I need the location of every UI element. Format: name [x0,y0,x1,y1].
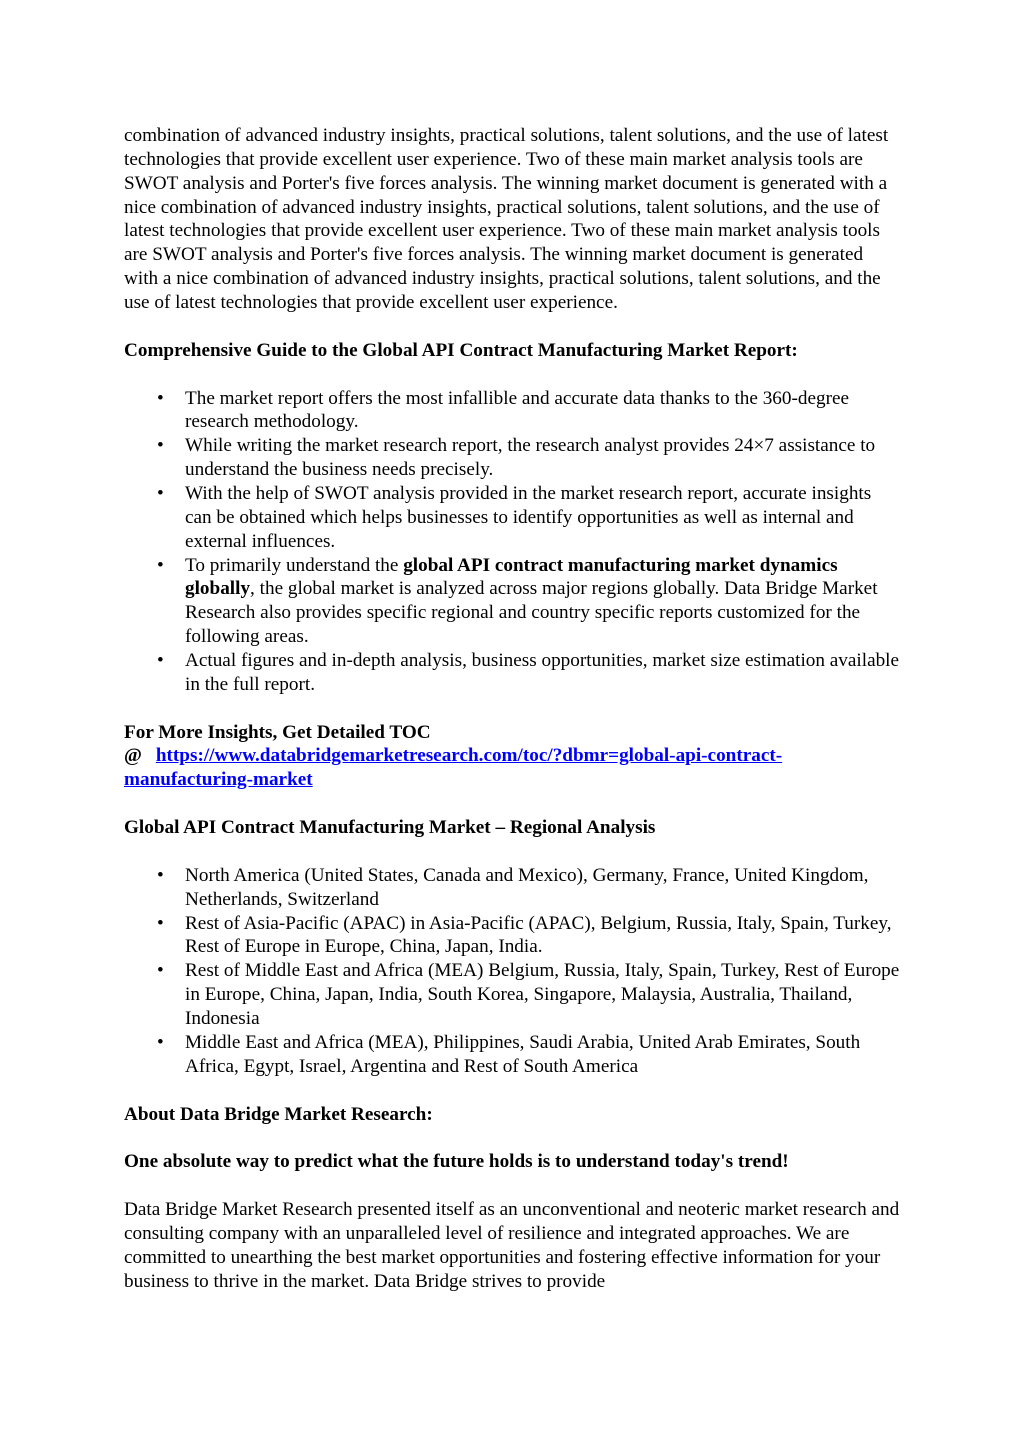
guide-bullet-list [124,387,902,697]
about-paragraph: Data Bridge Market Research presented itself as an unconventional and neoteric market research and consulting company with an unparalleled level of resilience and integrated approaches. We are committed to unearthing the best market opportunities and fostering effective information for your business to thrive in the market. Data Bridge strives to provide [124,1199,900,1292]
intro-paragraph: combination of advanced industry insights, practical solutions, talent solutions, and the use of latest technologies that provide excellent user experience. Two of these main market analysis tools are SWOT analysis and Porter's five forces analysis. The winning market document is generated with a nice combination of advanced industry insights, practical solutions, talent solutions, and the use of latest technologies that provide excellent user experience. Two of these main market analysis tools are SWOT analysis and Porter's five forces analysis. The winning market document is generated with a nice combination of advanced industry insights, practical solutions, talent solutions, and the use of latest technologies that provide excellent user experience. [124,125,889,313]
list-item: • Actual figures and in-depth analysis, business opportunities, market size estimation available in the full report. [185,649,902,697]
list-item [185,554,902,649]
at-sign: @ [124,745,142,767]
guide-heading: Comprehensive Guide to the Global API Contract Manufacturing Market Report: [124,339,798,361]
toc-heading: For More Insights, Get Detailed TOC [124,721,431,743]
list-item: • North America (United States, Canada and Mexico), Germany, France, United Kingdom, Netherlands, Switzerland [185,864,902,912]
bullet-text-suffix: , the global market is analyzed across major regions globally. Data Bridge Market Research also provides specific regional and country specific reports customized for the following areas. [185,578,878,648]
list-item: • With the help of SWOT analysis provided in the market research report, accurate insights can be obtained which helps businesses to identify opportunities as well as internal and external influences. [185,482,902,554]
toc-link[interactable]: https://www.databridgemarketresearch.com/toc/?dbmr=global-api-contract-manufacturing-market [124,745,783,791]
about-heading: About Data Bridge Market Research: [124,1103,433,1125]
toc-link-line [124,744,902,792]
bullet-text-bold: global API contract manufacturing market dynamics globally [185,554,838,600]
list-item: • Middle East and Africa (MEA), Philippines, Saudi Arabia, United Arab Emirates, South Africa, Egypt, Israel, Argentina and Rest of South America [185,1031,902,1079]
regional-heading: Global API Contract Manufacturing Market – Regional Analysis [124,817,656,839]
about-tagline: One absolute way to predict what the future holds is to understand today's trend! [124,1151,789,1173]
list-item: • The market report offers the most infallible and accurate data thanks to the 360-degree research methodology. [185,387,902,435]
list-item: • While writing the market research report, the research analyst provides 24×7 assistance to understand the business needs precisely. [185,434,902,482]
document-page [124,124,902,1294]
bullet-text-prefix: To primarily understand the [185,554,404,576]
list-item: • Rest of Asia-Pacific (APAC) in Asia-Pacific (APAC), Belgium, Russia, Italy, Spain, Turkey, Rest of Europe in Europe, China, Japan, India. [185,912,902,960]
regional-bullet-list [124,864,902,1079]
list-item: • Rest of Middle East and Africa (MEA) Belgium, Russia, Italy, Spain, Turkey, Rest of Europe in Europe, China, Japan, India, South Korea, Singapore, Malaysia, Australia, Thailand, Indonesia [185,959,902,1031]
